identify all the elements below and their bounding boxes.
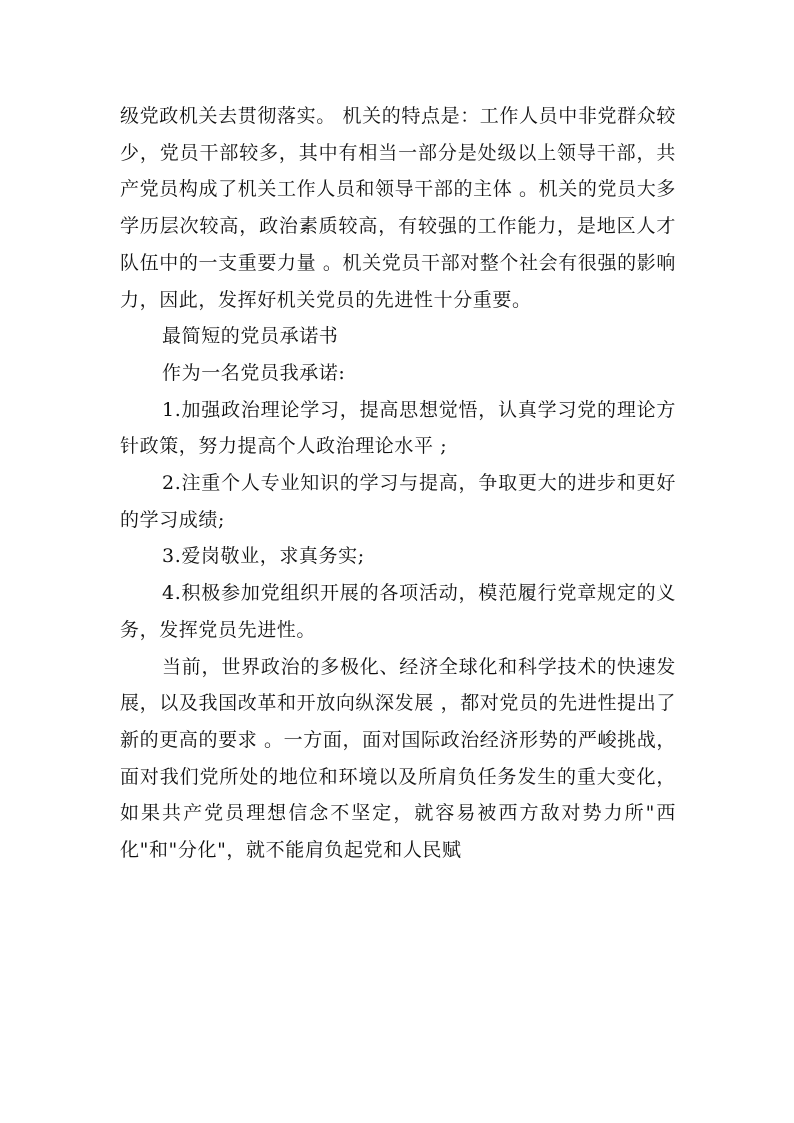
pledge-item-1: 1.加强政治理论学习，提高思想觉悟，认真学习党的理论方针政策，努力提高个人政治理论水平 ;	[120, 398, 676, 458]
pledge-item-3: 3.爱岗敬业，求真务实;	[162, 545, 365, 568]
document-body	[120, 98, 676, 869]
paragraph-current-situation: 当前，世界政治的多极化、经济全球化和科学技术的快速发展，以及我国改革和开放向纵深发展 ，都对党员的先进性提出了新的更高的要求 。一方面，面对国际政治经济形势的严峻挑战，面对我们党所处的地位和环境以及所肩负任务发生的重大变化，如果共产党员理想信念不坚定，就容易被西方敌对势力所"西化"和"分化"，就不能肩负起党和人民赋	[120, 655, 676, 862]
pledge-item-2: 2.注重个人专业知识的学习与提高，争取更大的进步和更好的学习成绩;	[120, 472, 676, 531]
pledge-item-4: 4.积极参加党组织开展的各项活动，模范履行党章规定的义务，发挥党员先进性。	[120, 582, 676, 641]
pledge-intro: 作为一名党员我承诺:	[162, 361, 346, 384]
pledge-heading: 最简短的党员承诺书	[162, 325, 339, 348]
paragraph-agency-features: 级党政机关去贯彻落实。 机关的特点是：工作人员中非党群众较少，党员干部较多，其中有相当一部分是处级以上领导干部，共产党员构成了机关工作人员和领导干部的主体 。机关的党员大多学历层次较高，政治素质较高，有较强的工作能力，是地区人才队伍中的一支重要力量 。机关党员干部对整个社会有很强的影响力，因此，发挥好机关党员的先进性十分重要。	[120, 105, 676, 311]
